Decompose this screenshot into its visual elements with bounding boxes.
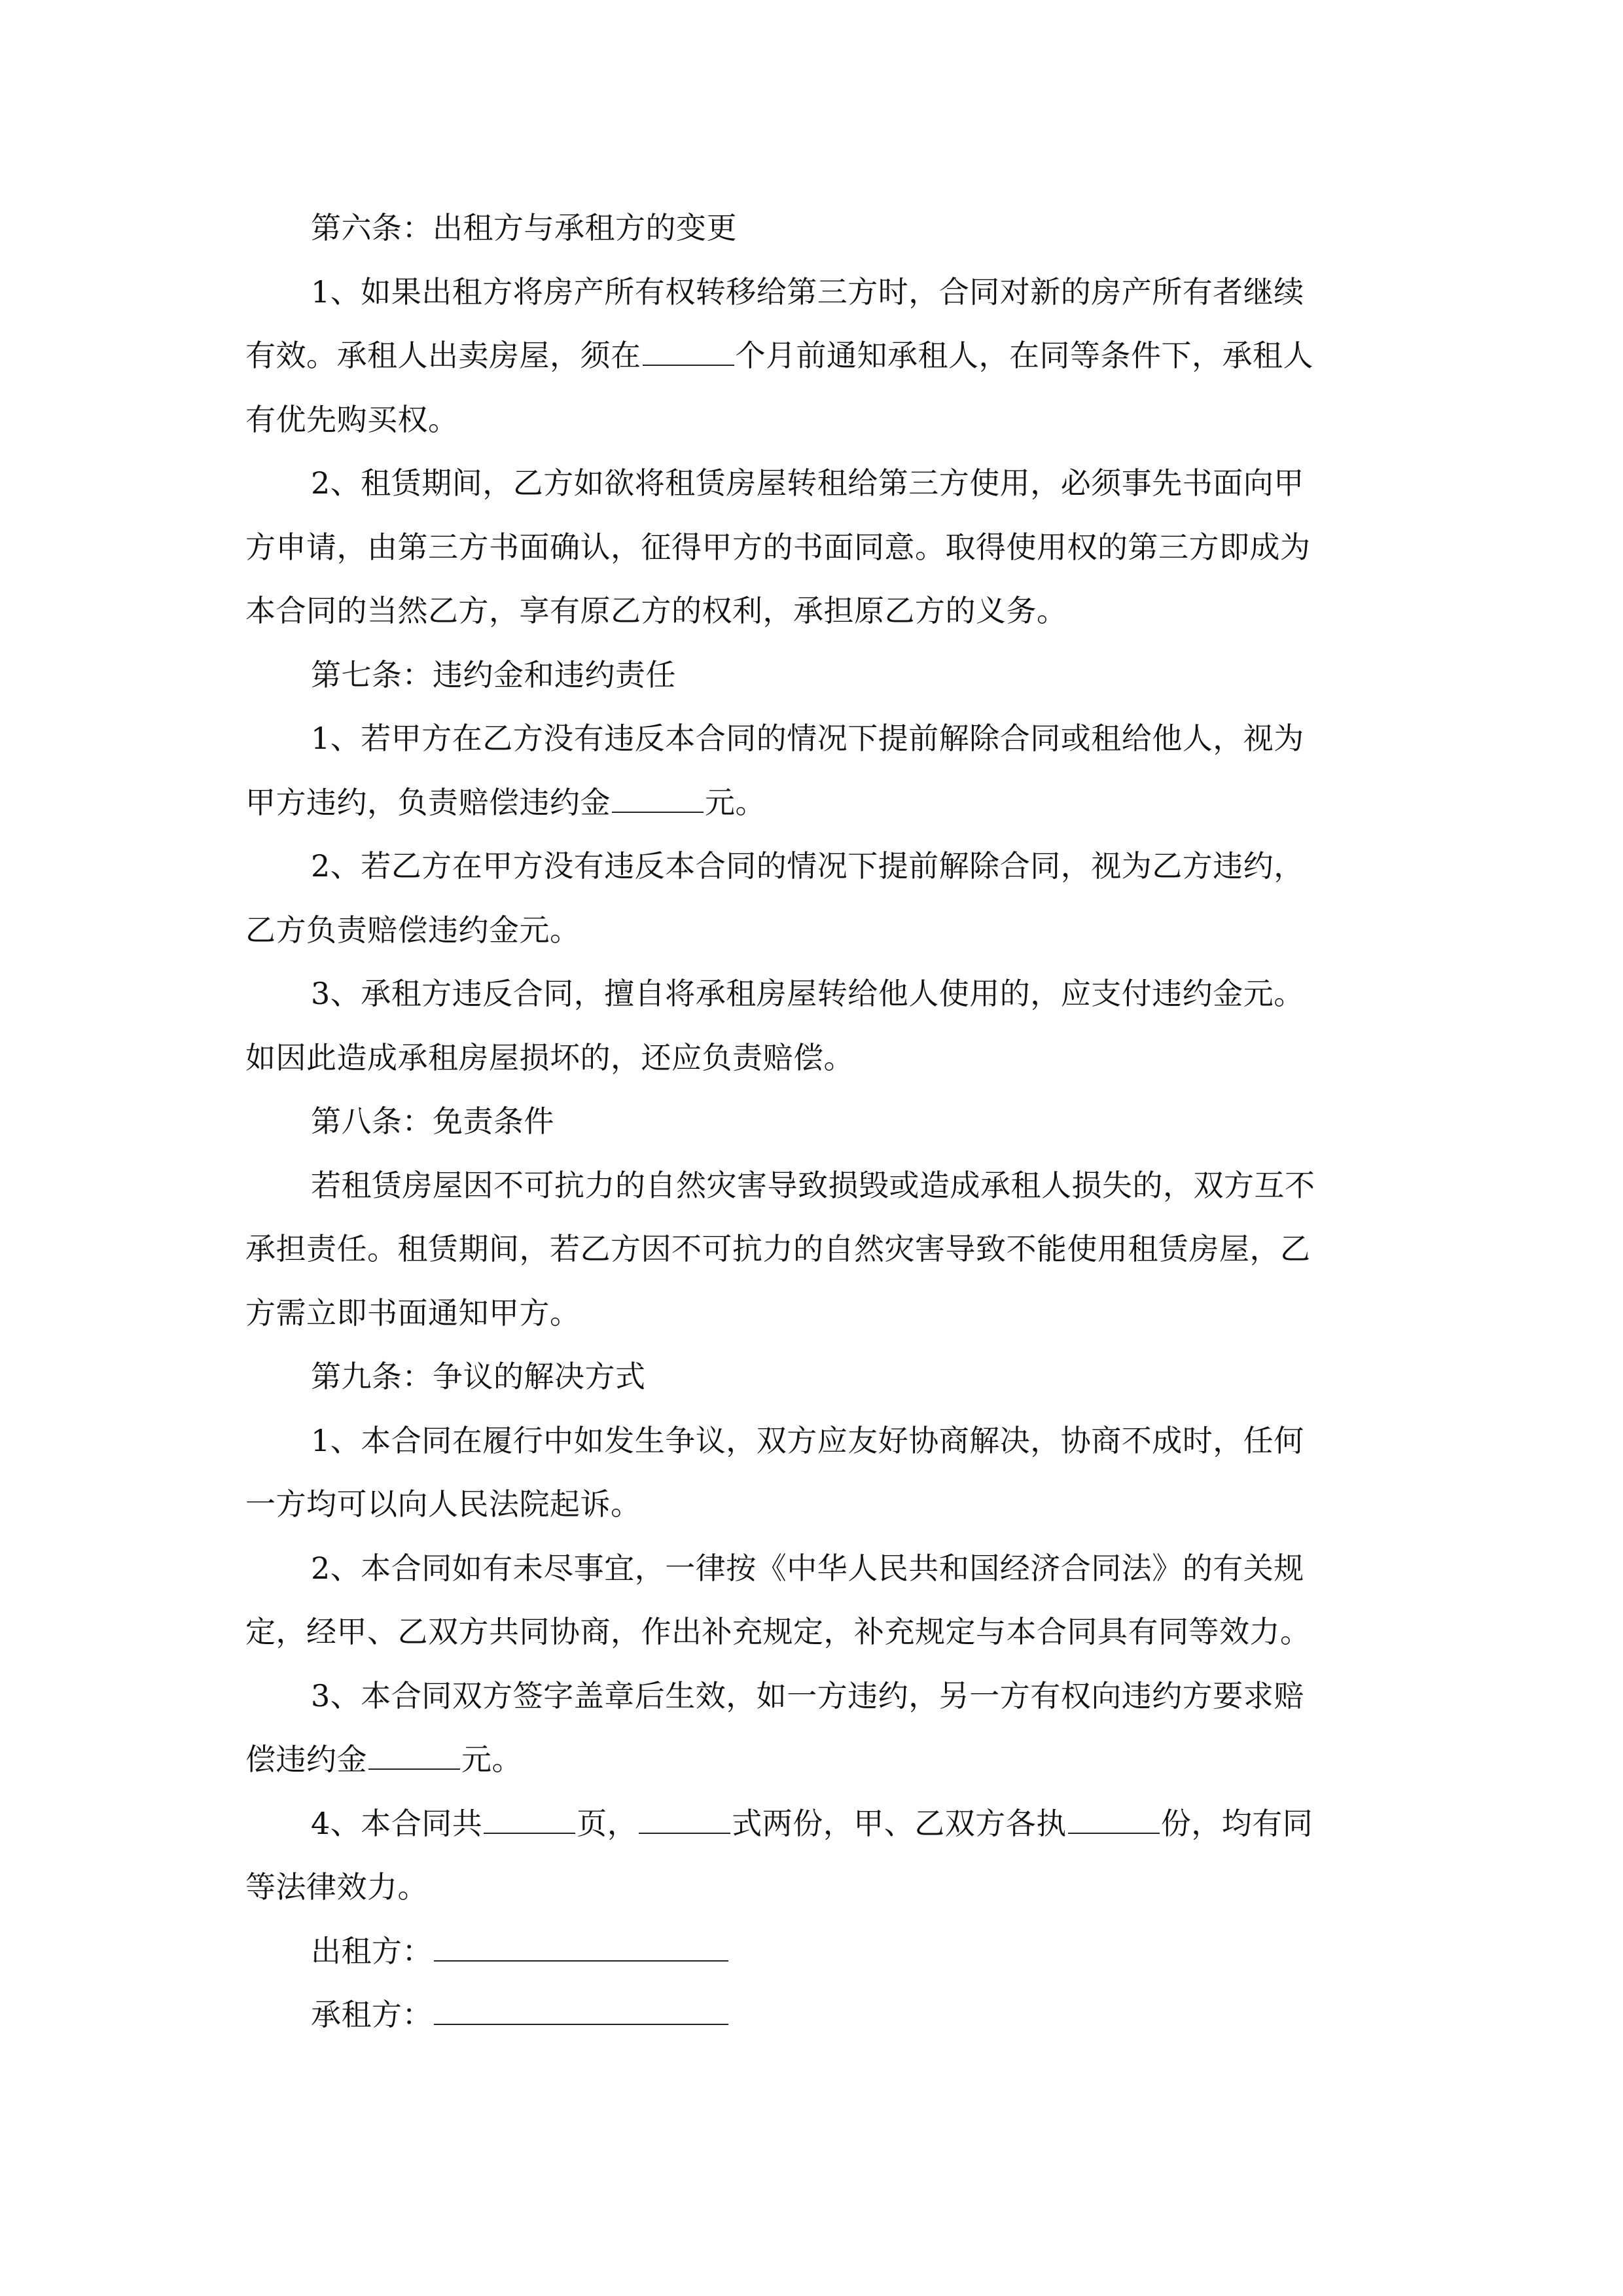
text-span: 元。 — [461, 1742, 522, 1777]
text-span: 有效。承租人出卖房屋，须在 — [245, 338, 641, 373]
article-9-clause-3-line-1: 3、本合同双方签字盖章后生效，如一方违约，另一方有权向违约方要求赔 — [311, 1677, 1304, 1713]
text-span: 甲方违约，负责赔偿违约金 — [245, 784, 611, 820]
article-9-clause-3-line-2 — [245, 1728, 1378, 1792]
article-9-clause-4-line-1 — [245, 1792, 1378, 1856]
fill-in-blank[interactable] — [612, 785, 704, 813]
article-7-clause-3-line-2: 如因此造成承租房屋损坏的，还应负责赔偿。 — [245, 1039, 854, 1075]
article-9-clause-1-line-1: 1、本合同在履行中如发生争议，双方应友好协商解决，协商不成时，任何 — [311, 1422, 1304, 1458]
text-span: 个月前通知承租人，在同等条件下，承租人 — [735, 338, 1313, 373]
article-7-clause-2-line-2: 乙方负责赔偿违约金元。 — [245, 912, 580, 948]
fill-in-blank[interactable] — [484, 1806, 575, 1834]
article-8-heading: 第八条：免责条件 — [311, 1103, 554, 1139]
lessee-signature-line — [245, 1983, 1378, 2047]
article-6-clause-2-line-3: 本合同的当然乙方，享有原乙方的权利，承担原乙方的义务。 — [245, 593, 1067, 628]
lessor-signature-line — [245, 1920, 1378, 1984]
article-7-heading: 第七条：违约金和违约责任 — [311, 656, 676, 692]
article-9-clause-1-line-2: 一方均可以向人民法院起诉。 — [245, 1486, 641, 1522]
lessee-signature-field[interactable] — [434, 1998, 728, 2025]
lessor-signature-field[interactable] — [434, 1934, 728, 1962]
fill-in-blank[interactable] — [368, 1742, 460, 1770]
text-span: 元。 — [705, 784, 766, 820]
text-span: 偿违约金 — [245, 1742, 367, 1777]
article-7-clause-1-line-2 — [245, 771, 1378, 835]
article-9-clause-2-line-2: 定，经甲、乙双方共同协商，作出补充规定，补充规定与本合同具有同等效力。 — [245, 1614, 1311, 1649]
article-7-clause-1-line-1: 1、若甲方在乙方没有违反本合同的情况下提前解除合同或租给他人，视为 — [311, 721, 1304, 756]
article-6-clause-2-line-2: 方申请，由第三方书面确认，征得甲方的书面同意。取得使用权的第三方即成为 — [245, 529, 1311, 565]
article-6-heading: 第六条：出租方与承租方的变更 — [311, 210, 737, 245]
fill-in-blank[interactable] — [639, 1806, 730, 1834]
article-7-clause-2-line-1: 2、若乙方在甲方没有违反本合同的情况下提前解除合同，视为乙方违约， — [311, 848, 1304, 884]
fill-in-blank[interactable] — [1068, 1806, 1160, 1834]
article-6-clause-1-line-1: 1、如果出租方将房产所有权转移给第三方时，合同对新的房产所有者继续 — [311, 274, 1304, 310]
article-8-paragraph-line-1: 若租赁房屋因不可抗力的自然灾害导致损毁或造成承租人损失的，双方互不 — [311, 1167, 1315, 1203]
article-8-paragraph-line-3: 方需立即书面通知甲方。 — [245, 1295, 580, 1331]
article-6-clause-1-line-3: 有优先购买权。 — [245, 401, 459, 437]
lessee-label: 承租方： — [311, 1997, 433, 2032]
article-8-paragraph-line-2: 承担责任。租赁期间，若乙方因不可抗力的自然灾害导致不能使用租赁房屋，乙 — [245, 1231, 1311, 1266]
contract-body — [245, 196, 1378, 2047]
lessor-label: 出租方： — [311, 1933, 433, 1969]
article-9-heading: 第九条：争议的解决方式 — [311, 1359, 646, 1394]
article-9-clause-4-line-2: 等法律效力。 — [245, 1869, 428, 1905]
fill-in-blank[interactable] — [643, 338, 734, 366]
text-span: 份，均有同 — [1160, 1805, 1313, 1841]
article-7-clause-3-line-1: 3、承租方违反合同，擅自将承租房屋转给他人使用的，应支付违约金元。 — [311, 976, 1304, 1011]
text-span: 页， — [577, 1805, 638, 1841]
text-span: 4、本合同共 — [311, 1805, 483, 1841]
text-span: 式两份，甲、乙双方各执 — [732, 1805, 1067, 1841]
article-6-clause-2-line-1: 2、租赁期间，乙方如欲将租赁房屋转租给第三方使用，必须事先书面向甲 — [311, 465, 1304, 501]
article-6-clause-1-line-2 — [245, 324, 1378, 388]
article-9-clause-2-line-1: 2、本合同如有未尽事宜，一律按《中华人民共和国经济合同法》的有关规 — [311, 1550, 1304, 1586]
